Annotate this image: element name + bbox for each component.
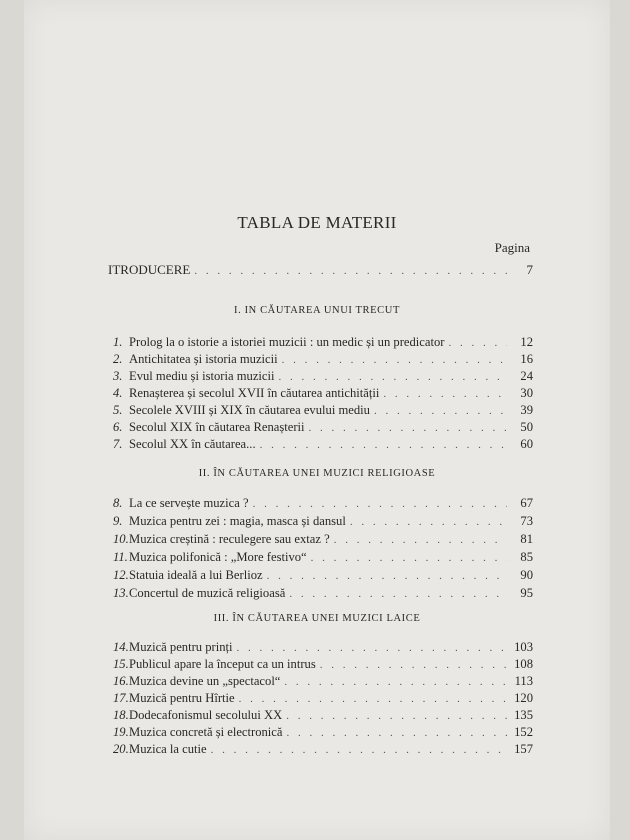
toc-entry xyxy=(113,352,533,370)
toc-entry xyxy=(113,386,533,404)
toc-entry-number: 9. xyxy=(113,514,123,528)
toc-entry-page: 73 xyxy=(520,514,533,528)
toc-entry-number: 19. xyxy=(113,725,129,739)
toc-entry-text: Muzica pentru zei : magia, masca și dansul xyxy=(129,514,346,528)
toc-entry-number: 18. xyxy=(113,708,129,722)
toc-entry xyxy=(113,403,533,421)
toc-entry-introduction xyxy=(108,262,533,280)
toc-entry-number: 7. xyxy=(113,437,123,451)
toc-entry-number: 12. xyxy=(113,568,129,582)
toc-entry-page: 157 xyxy=(514,742,533,756)
toc-entry xyxy=(113,657,533,675)
toc-entry-number: 3. xyxy=(113,369,123,383)
toc-entry xyxy=(113,369,533,387)
toc-entry-page: 108 xyxy=(514,657,533,671)
toc-entry xyxy=(113,674,533,692)
toc-entry-text: Muzica creștină : reculegere sau extaz ? xyxy=(129,532,330,546)
toc-entry-text: Evul mediu și istoria muzicii xyxy=(129,369,275,383)
toc-entry-page: 152 xyxy=(514,725,533,739)
dot-leader xyxy=(260,439,507,451)
dot-leader xyxy=(289,588,507,600)
toc-entry xyxy=(113,437,533,455)
dot-leader xyxy=(282,354,507,366)
toc-entry xyxy=(113,420,533,438)
dot-leader xyxy=(309,422,507,434)
toc-entry-page: 16 xyxy=(520,352,533,366)
toc-entry-text: Antichitatea și istoria muzicii xyxy=(129,352,278,366)
toc-entry-page: 30 xyxy=(520,386,533,400)
toc-entry-page: 81 xyxy=(520,532,533,546)
dot-leader xyxy=(239,693,507,705)
dot-leader xyxy=(286,710,507,722)
toc-entry xyxy=(113,550,533,568)
toc-entry-text: Publicul apare la început ca un intrus xyxy=(129,657,316,671)
toc-entry-page: 39 xyxy=(520,403,533,417)
toc-entry-number: 15. xyxy=(113,657,129,671)
toc-entry-text: Statuia ideală a lui Berlioz xyxy=(129,568,263,582)
toc-entry-number: 14. xyxy=(113,640,129,654)
toc-entry-text: Muzică pentru prinți xyxy=(129,640,233,654)
dot-leader xyxy=(211,744,507,756)
toc-entry-text: Muzica la cutie xyxy=(129,742,207,756)
toc-entry-number: 4. xyxy=(113,386,123,400)
toc-entry-page: 135 xyxy=(514,708,533,722)
toc-entry-page: 24 xyxy=(520,369,533,383)
toc-entry xyxy=(113,742,533,760)
toc-entry-text: Secolul XX în căutarea... xyxy=(129,437,256,451)
toc-entry-number: 13. xyxy=(113,586,129,600)
toc-entry xyxy=(113,496,533,514)
dot-leader xyxy=(253,498,507,510)
toc-entry xyxy=(113,691,533,709)
toc-entry-number: 5. xyxy=(113,403,123,417)
toc-entry-page: 120 xyxy=(514,691,533,705)
toc-entry-number: 6. xyxy=(113,420,123,434)
toc-entry xyxy=(113,532,533,550)
toc-entry-text: Concertul de muzică religioasă xyxy=(129,586,286,600)
toc-entry-number: 1. xyxy=(113,335,123,349)
toc-entry-page: 60 xyxy=(520,437,533,451)
toc-entry-text: Renașterea și secolul XVII în căutarea antichității xyxy=(129,386,380,400)
dot-leader xyxy=(320,659,507,671)
toc-entry-text: Muzica devine un „spectacol“ xyxy=(129,674,281,688)
toc-entry xyxy=(113,640,533,658)
toc-entry-page: 95 xyxy=(520,586,533,600)
dot-leader xyxy=(284,676,507,688)
toc-entry-number: 16. xyxy=(113,674,129,688)
dot-leader xyxy=(311,552,507,564)
toc-entry-text: Muzica concretă și electronică xyxy=(129,725,283,739)
toc-entry-number: 8. xyxy=(113,496,123,510)
dot-leader xyxy=(448,337,507,349)
toc-entry xyxy=(113,514,533,532)
toc-entry-text: Muzică pentru Hîrtie xyxy=(129,691,235,705)
toc-entry-number: 10. xyxy=(113,532,129,546)
dot-leader xyxy=(334,534,507,546)
toc-entry-page: 67 xyxy=(520,496,533,510)
toc-entry-number: 20. xyxy=(113,742,129,756)
toc-entry-page: 103 xyxy=(514,640,533,654)
dot-leader xyxy=(383,388,507,400)
toc-entry-text: Dodecafonismul secolului XX xyxy=(129,708,283,722)
toc-entry-text: ITRODUCERE xyxy=(108,262,191,277)
dot-leader xyxy=(350,516,507,528)
toc-entry-text: La ce servește muzica ? xyxy=(129,496,249,510)
toc-entry-text: Muzica polifonică : „More festivo“ xyxy=(129,550,307,564)
toc-entry-text: Secolele XVIII și XIX în căutarea evului mediu xyxy=(129,403,370,417)
section-heading-3: III. ÎN CĂUTAREA UNEI MUZICI LAICE xyxy=(213,613,421,624)
page-column-label: Pagina xyxy=(494,240,530,255)
dot-leader xyxy=(237,642,507,654)
toc-entry-text: Secolul XIX în căutarea Renașterii xyxy=(129,420,305,434)
toc-entry xyxy=(113,708,533,726)
toc-entry xyxy=(113,725,533,743)
toc-entry xyxy=(113,586,533,604)
dot-leader xyxy=(287,727,508,739)
toc-entry-page: 7 xyxy=(526,262,533,277)
dot-leader xyxy=(279,371,507,383)
book-page xyxy=(24,0,610,840)
toc-entry-page: 90 xyxy=(520,568,533,582)
toc-entry xyxy=(113,568,533,586)
toc-entry-page: 85 xyxy=(520,550,533,564)
toc-entry-number: 2. xyxy=(113,352,123,366)
page-title: TABLA DE MATERII xyxy=(237,213,397,232)
section-heading-1: I. IN CĂUTAREA UNUI TRECUT xyxy=(234,305,400,316)
toc-entry-page: 50 xyxy=(520,420,533,434)
section-heading-2: II. ÎN CĂUTAREA UNEI MUZICI RELIGIOASE xyxy=(198,468,436,479)
dot-leader xyxy=(374,405,507,417)
toc-entry xyxy=(113,335,533,353)
toc-entry-text: Prolog la o istorie a istoriei muzicii : un medic și un predicator xyxy=(129,335,445,349)
dot-leader xyxy=(194,265,507,277)
toc-entry-page: 113 xyxy=(514,674,533,688)
toc-entry-number: 17. xyxy=(113,691,129,705)
dot-leader xyxy=(267,570,507,582)
toc-entry-number: 11. xyxy=(113,550,128,564)
toc-entry-page: 12 xyxy=(520,335,533,349)
